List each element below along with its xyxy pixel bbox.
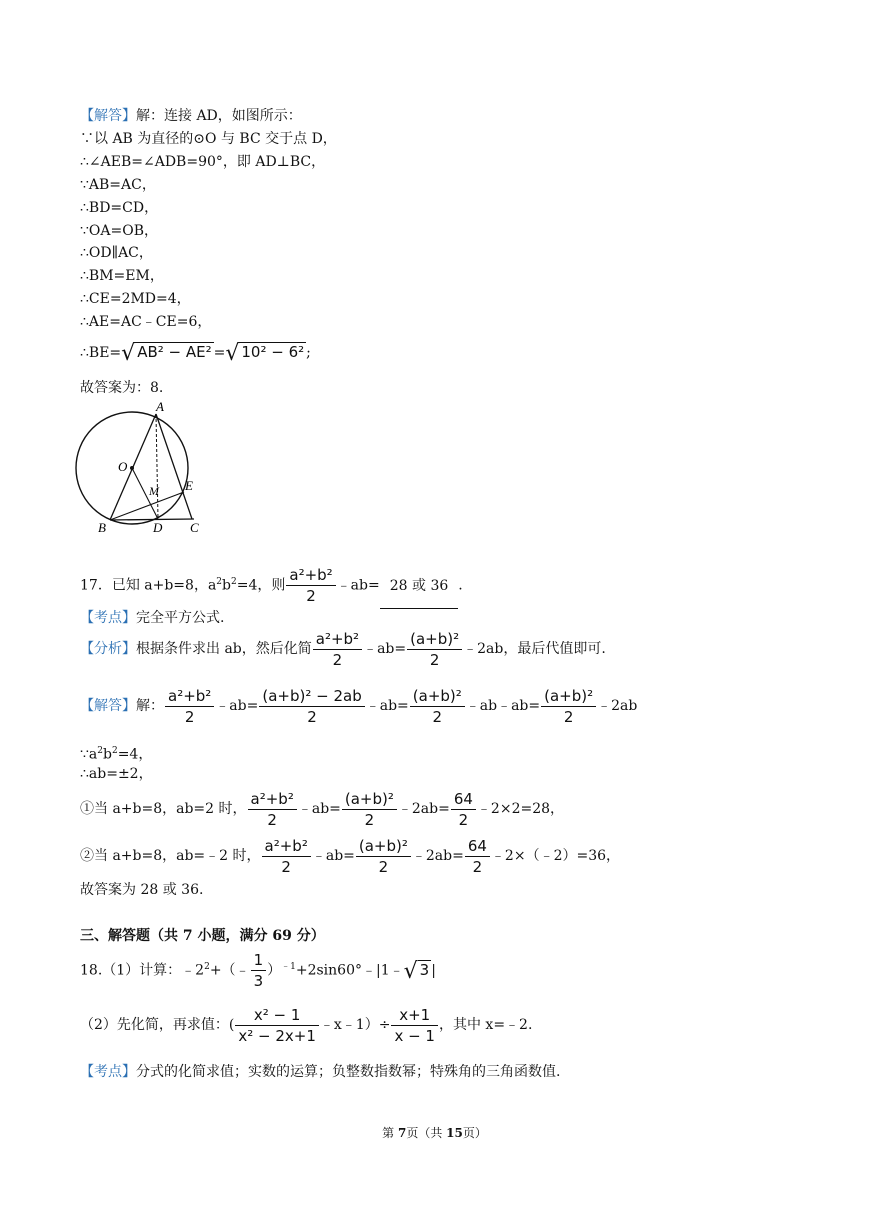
page-total: 15 bbox=[446, 1126, 463, 1140]
fraction: $\frac{\text{a²+b²}}{2}$ bbox=[313, 629, 362, 670]
label-c: C bbox=[190, 520, 199, 535]
q17-cond1: $\because a^2b^2=4$， bbox=[80, 746, 153, 763]
q17-case1: ①当 a+b=8，ab=2 时， $\frac{\text{a²+b²}}{2}$ ﹣ab= $\frac{\text{(a+b)²}}{2}$ ﹣2ab= $\frac{64}{2}$ ﹣2×2=28， bbox=[80, 789, 565, 829]
q16-line9: ∴CE=2MD=4， bbox=[80, 291, 191, 307]
answer-tag: 【解答】 bbox=[80, 108, 136, 124]
q16-line8: ∴BM=EM， bbox=[80, 268, 164, 284]
q17-stem: 17．已知 a+b=8，$a^2b^2=4$，则 $\frac{\text{a²+b²}}{2}$ ﹣ab= 28 或 36 . bbox=[80, 560, 463, 609]
label-d: D bbox=[153, 520, 163, 535]
fraction: $\frac{64}{2}$ bbox=[465, 836, 490, 877]
page-footer: 第 7页（共 15页） bbox=[382, 1126, 487, 1140]
q16-be-formula: ∴BE=√ AB² − AE² =√ 10² − 6² ; bbox=[80, 341, 311, 366]
label-o: O bbox=[118, 459, 128, 474]
fraction: $\frac{\text{a²+b²}}{2}$ bbox=[286, 565, 335, 606]
label-m: M bbox=[149, 484, 159, 498]
q16-line4: ∵AB=AC， bbox=[80, 177, 156, 193]
fraction: $\frac{x+1}{x - 1}$ bbox=[391, 1005, 438, 1046]
fraction: $\frac{\text{(a+b)²}}{2}$ bbox=[410, 686, 465, 727]
section-title: 三、解答题（共 7 小题，满分 69 分） bbox=[80, 928, 325, 944]
q17-jieda: 【解答】解： $\frac{\text{a²+b²}}{2}$ ﹣ab= $\frac{\text{(a+b)² − 2ab}}{2}$ ﹣ab= $\frac{\text{(a+b)²}}{2}$ ﹣ab﹣ab= $\frac{\text{(a+b)²}}{2}$ ﹣2ab bbox=[80, 686, 638, 726]
q17-kaodian: 【考点】完全平方公式. bbox=[80, 610, 225, 626]
q16-line5: ∴BD=CD， bbox=[80, 200, 159, 216]
fraction: $\frac{\text{(a+b)²}}{2}$ bbox=[356, 836, 411, 877]
q16-final: 故答案为：8. bbox=[80, 380, 164, 396]
fraction: $\frac{\text{a²+b²}}{2}$ bbox=[165, 686, 214, 727]
sqrt-ab-ae: √ AB² − AE² bbox=[121, 341, 212, 366]
q16-line3: ∴∠AEB=∠ADB=90°，即 AD⊥BC， bbox=[80, 154, 326, 170]
label-e: E bbox=[185, 478, 193, 493]
q17-case2: ②当 a+b=8，ab=﹣2 时， $\frac{\text{a²+b²}}{2}$ ﹣ab= $\frac{\text{(a+b)²}}{2}$ ﹣2ab= $\frac{64}{2}$ ﹣2×（﹣2）=36， bbox=[80, 836, 621, 876]
label-b: B bbox=[98, 520, 106, 535]
q17-final: 故答案为 28 或 36. bbox=[80, 882, 204, 898]
fraction: $\frac{\text{(a+b)²}}{2}$ bbox=[541, 686, 596, 727]
q16-line7: ∴OD∥AC， bbox=[80, 245, 153, 261]
fraction: $\frac{\text{(a+b)² − 2ab}}{2}$ bbox=[259, 686, 364, 727]
q16-line10: ∴AE=AC﹣CE=6， bbox=[80, 314, 212, 330]
fraction: $\frac{1}{3}$ bbox=[251, 950, 267, 991]
fraction: $\frac{\text{x² − 1}}{\text{x² − 2x+1}}$ bbox=[235, 1005, 319, 1046]
q16-line2: ∵以 AB 为直径的⊙O 与 BC 交于点 D， bbox=[80, 131, 337, 147]
page-number: 7 bbox=[397, 1126, 407, 1140]
fraction: $\frac{64}{2}$ bbox=[451, 789, 476, 830]
fraction: $\frac{\text{a²+b²}}{2}$ bbox=[248, 789, 297, 830]
fraction: $\frac{\text{a²+b²}}{2}$ bbox=[262, 836, 311, 877]
fraction: $\frac{\text{(a+b)²}}{2}$ bbox=[407, 629, 462, 670]
q16-line6: ∵OA=OB， bbox=[80, 223, 158, 239]
sqrt-10-6: √ 10² − 6² bbox=[225, 341, 305, 366]
fraction: $\frac{\text{(a+b)²}}{2}$ bbox=[342, 789, 397, 830]
circle-triangle-figure bbox=[74, 400, 214, 535]
q17-cond2: ∴ab=±2， bbox=[80, 766, 153, 782]
q18-part2: （2）先化简，再求值：( $\frac{\text{x² − 1}}{\text{x² − 2x+1}}$ ﹣x﹣1）÷ $\frac{x+1}{x - 1}$ ，其中 x=﹣2. bbox=[80, 1005, 533, 1045]
q18-part1: 18.（1）计算：$﹣2^2+(﹣$ $\frac{1}{3}$ ）$^{﹣1}$+2sin60°﹣|1﹣√ 3 | bbox=[80, 945, 436, 994]
q16-answer-line1: 【解答】解：连接 AD，如图所示： bbox=[80, 108, 302, 124]
q18-kaodian: 【考点】分式的化简求值；实数的运算；负整数指数幂；特殊角的三角函数值. bbox=[80, 1064, 561, 1080]
label-a: A bbox=[156, 400, 164, 414]
answer-blank: 28 或 36 bbox=[380, 564, 459, 609]
q17-fenxi: 【分析】根据条件求出 ab，然后化简 $\frac{\text{a²+b²}}{2}$ ﹣ab= $\frac{\text{(a+b)²}}{2}$ ﹣2ab，最后代值即可. bbox=[80, 629, 606, 669]
sqrt-3: √ 3 bbox=[403, 958, 430, 984]
